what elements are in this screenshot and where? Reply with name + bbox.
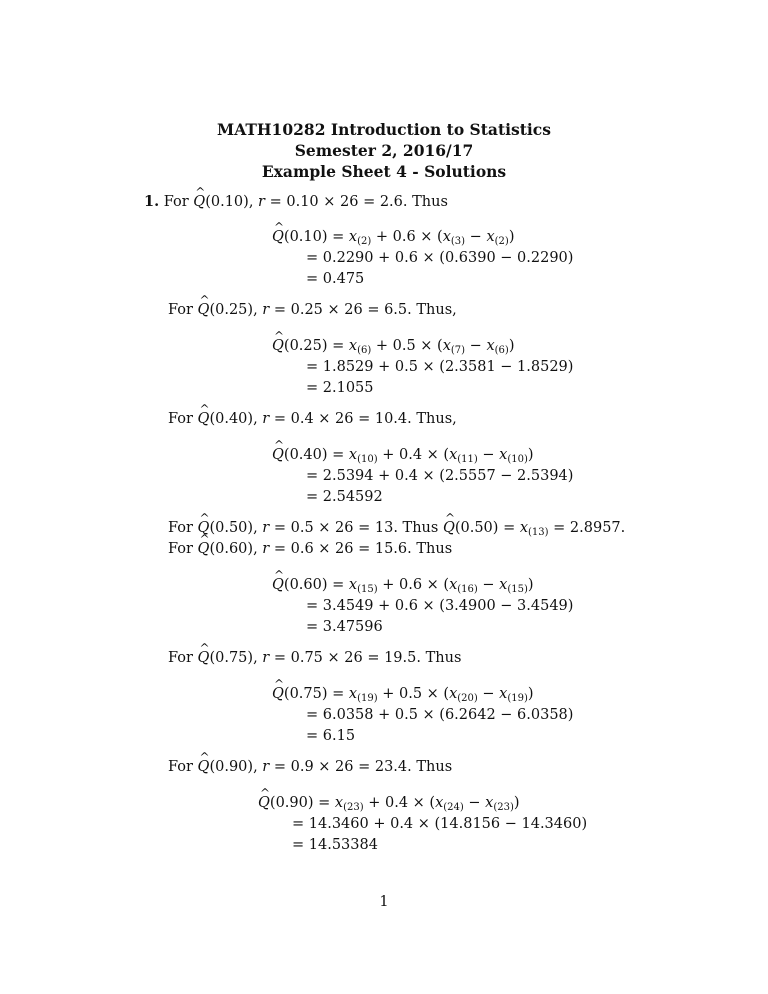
- page-number: 1: [379, 894, 389, 910]
- equation-q060-line3: = 3.47596: [306, 619, 383, 635]
- intro-line-q025: For ^ Q(0.25), r = 0.25 × 26 = 6.5. Thus,: [168, 302, 457, 318]
- intro-line-q075: For ^ Q(0.75), r = 0.75 × 26 = 19.5. Thus: [168, 650, 461, 666]
- sheet-title: Example Sheet 4 - Solutions: [261, 162, 507, 181]
- equation-q040-line2: = 2.5394 + 0.4 × (2.5557 − 2.5394): [306, 468, 574, 484]
- equation-q010-line3: = 0.475: [306, 271, 365, 287]
- equation-q090-line2: = 14.3460 + 0.4 × (14.8156 − 14.3460): [292, 816, 588, 832]
- intro-line-q010: 1. For ^ Q(0.10), r = 0.10 × 26 = 2.6. Thus: [144, 193, 448, 210]
- intro-line-q050: For ^ Q(0.50), r = 0.5 × 26 = 13. Thus ^ $Q(0.50) = x_{(13)} = 2.8957$.: [168, 520, 625, 538]
- question-number: 1.: [144, 193, 160, 210]
- intro-line-q060: For ^ Q(0.60), r = 0.6 × 26 = 15.6. Thus: [168, 541, 452, 557]
- equation-q025-line1: ^ $Q(0.25) = x_{(6)} + 0.5 \times (x_{(7)} - x_{(6)})$: [272, 338, 514, 356]
- equation-q090-line3: = 14.53384: [292, 837, 378, 853]
- equation-q040-line3: = 2.54592: [306, 489, 383, 505]
- semester-line: Semester 2, 2016/17: [294, 141, 474, 160]
- intro-line-q040: For ^ Q(0.40), r = 0.4 × 26 = 10.4. Thus,: [168, 411, 457, 427]
- equation-q075-line3: = 6.15: [306, 728, 356, 744]
- equation-q010-line1: ^ $Q(0.10) = x_{(2)} + 0.6 \times (x_{(3)} - x_{(2)})$: [272, 229, 514, 247]
- equation-q040-line1: ^ $Q(0.40) = x_{(10)} + 0.4 \times (x_{(11)} - x_{(10)})$: [272, 447, 534, 465]
- document-title: MATH10282 Introduction to Statistics: [217, 120, 551, 139]
- intro-line-q090: For ^ Q(0.90), r = 0.9 × 26 = 23.4. Thus: [168, 759, 452, 775]
- equation-q025-line3: = 2.1055: [306, 380, 374, 396]
- equation-q060-line1: ^ $Q(0.60) = x_{(15)} + 0.6 \times (x_{(16)} - x_{(15)})$: [272, 577, 534, 595]
- equation-q025-line2: = 1.8529 + 0.5 × (2.3581 − 1.8529): [306, 359, 574, 375]
- equation-q090-line1: ^ $Q(0.90) = x_{(23)} + 0.4 \times (x_{(24)} - x_{(23)})$: [258, 795, 520, 813]
- equation-q075-line2: = 6.0358 + 0.5 × (6.2642 − 6.0358): [306, 707, 574, 723]
- equation-q010-line2: = 0.2290 + 0.6 × (0.6390 − 0.2290): [306, 250, 574, 266]
- equation-q060-line2: = 3.4549 + 0.6 × (3.4900 − 3.4549): [306, 598, 574, 614]
- equation-q075-line1: ^ $Q(0.75) = x_{(19)} + 0.5 \times (x_{(20)} - x_{(19)})$: [272, 686, 534, 704]
